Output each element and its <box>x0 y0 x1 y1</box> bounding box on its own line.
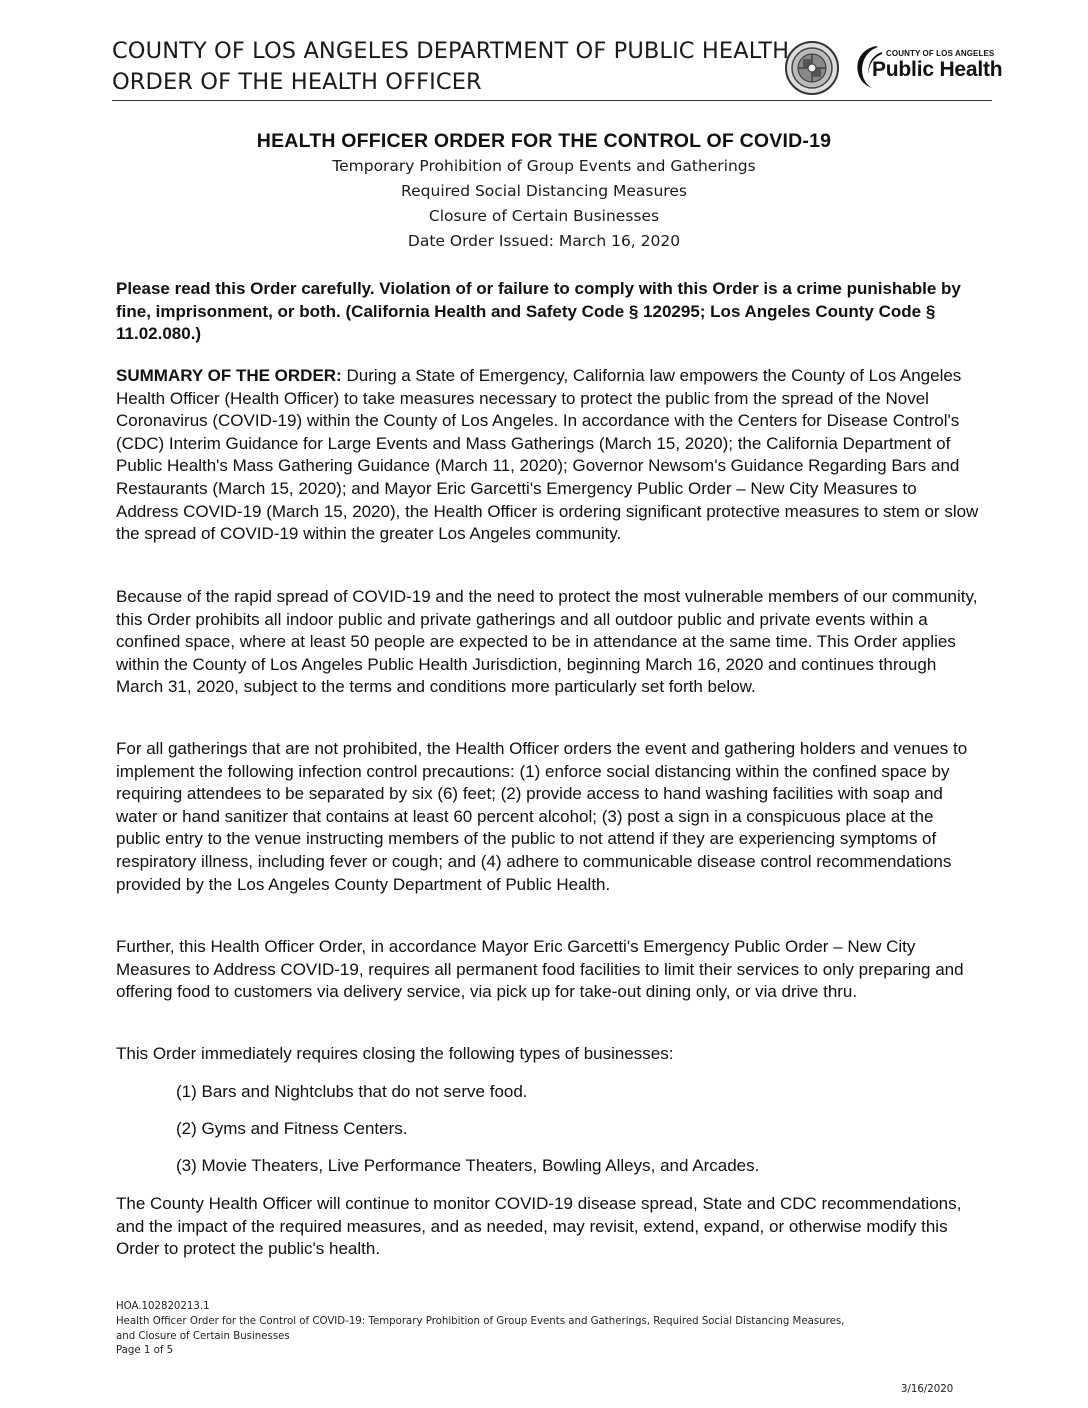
closing-paragraph: The County Health Officer will continue to monitor COVID-19 disease spread, State and CDC recommendations, and the impact of the required measures, and as needed, may revisit, extend, expand, or otherwise modify this Order to protect the public's health. <box>116 1194 962 1259</box>
warning-notice: Please read this Order carefully. Violation of or failure to comply with this Order is a crime punishable by fine, imprisonment, or both. (California Health and Safety Code § 120295; Los Angeles County Code § 11.02.080.) <box>116 279 961 344</box>
subtitle-line-2: Required Social Distancing Measures <box>401 182 687 200</box>
footer-line-1: Health Officer Order for the Control of COVID-19: Temporary Prohibition of Group Events and Gatherings, Required Social Distancing Measures, <box>116 1315 845 1327</box>
header-line-1: COUNTY OF LOS ANGELES DEPARTMENT OF PUBLIC HEALTH <box>112 38 790 64</box>
logo-county-text: COUNTY OF LOS ANGELES <box>886 49 995 58</box>
county-seal-icon <box>784 40 840 96</box>
footer-page-number: Page 1 of 5 <box>116 1345 174 1357</box>
business-list-item: (1) Bars and Nightclubs that do not serve food. <box>176 1082 528 1101</box>
subtitle-line-1: Temporary Prohibition of Group Events and Gatherings <box>332 157 756 175</box>
business-list-item: (2) Gyms and Fitness Centers. <box>176 1119 408 1138</box>
footer-block <box>116 1300 996 1359</box>
paragraph-closures-intro: This Order immediately requires closing the following types of businesses: <box>116 1044 674 1063</box>
summary-label: SUMMARY OF THE ORDER: <box>116 366 342 385</box>
business-list-item: (3) Movie Theaters, Live Performance Theaters, Bowling Alleys, and Arcades. <box>176 1156 760 1175</box>
paragraph-food-facilities: Further, this Health Officer Order, in accordance Mayor Eric Garcetti's Emergency Public Order – New City Measures to Address COVID-19, requires all permanent food facilities to limit their services to only preparing and offering food to customers via delivery service, via pick up for take-out dining only, or via drive thru. <box>116 937 964 1002</box>
subtitle-line-3: Closure of Certain Businesses <box>428 207 660 225</box>
paragraph-gatherings: Because of the rapid spread of COVID-19 and the need to protect the most vulnerable members of our community, this Order prohibits all indoor public and private gatherings and all outdoor public and private events within a confined space, where at least 50 people are expected to be in attendance at the same time. This Order applies within the County of Los Angeles Public Health Jurisdiction, beginning March 16, 2020 and continues through March 31, 2020, subject to the terms and conditions more particularly set forth below. <box>116 587 978 697</box>
footer-date: 3/16/2020 <box>901 1384 954 1395</box>
summary-text: During a State of Emergency, California law empowers the County of Los Angeles Health Officer (Health Officer) to take measures necessary to protect the public from the spread of the Novel Coronavirus (COVID-19) within the County of Los Angeles. In accordance with the Centers for Disease Control's (CDC) Interim Guidance for Large Events and Mass Gatherings (March 15, 2020); the California Department of Public Health's Mass Gathering Guidance (March 11, 2020); Governor Newsom's Guidance Regarding Bars and Restaurants (March 15, 2020); and Mayor Eric Garcetti's Emergency Public Order – New City Measures to Address COVID-19 (March 15, 2020), the Health Officer is ordering significant protective measures to stem or slow the spread of COVID-19 within the greater Los Angeles community. <box>116 366 979 544</box>
logo-public-health-text: Public Health <box>872 58 1003 81</box>
header-title <box>112 36 789 98</box>
footer-doc-id: HOA.102820213.1 <box>116 1301 210 1312</box>
order-issue-date: Date Order Issued: March 16, 2020 <box>407 232 681 250</box>
paragraph-precautions: For all gatherings that are not prohibited, the Health Officer orders the event and gathering holders and venues to implement the following infection control precautions: (1) enforce social distancing within the confined space by requiring attendees to be separated by six (6) feet; (2) provide access to hand washing facilities with soap and water or hand sanitizer that contains at least 60 percent alcohol; (3) post a sign in a conspicuous place at the public entry to the venue instructing members of the public to not attend if they are experiencing symptoms of respiratory illness, including fever or cough; and (4) adhere to communicable disease control recommendations provided by the Los Angeles County Department of Public Health. <box>116 739 968 894</box>
header-line-2: ORDER OF THE HEALTH OFFICER <box>112 69 482 95</box>
header-divider <box>112 100 992 101</box>
footer-line-2: and Closure of Certain Businesses <box>116 1330 290 1342</box>
document-title: HEALTH OFFICER ORDER FOR THE CONTROL OF COVID-19 <box>256 130 832 152</box>
summary-paragraph <box>116 365 982 546</box>
